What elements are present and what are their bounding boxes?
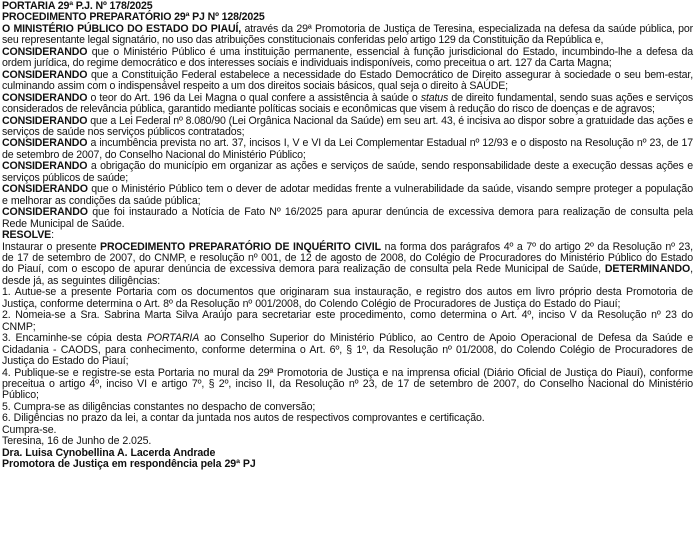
considerando-label: CONSIDERANDO (2, 45, 88, 58)
considerando-label: CONSIDERANDO (2, 91, 88, 104)
institution-name: O MINISTÉRIO PÚBLICO DO ESTADO DO PIAUÍ, (2, 22, 242, 35)
considerando-label: CONSIDERANDO (2, 160, 88, 173)
signatory-role: Promotora de Justiça em respondência pela 29ª PJ (2, 458, 256, 471)
considerando-text: que o Ministério Público é uma instituição permanente, essencial à função jurisdicional do Estado, incumbindo-lhe a defesa da ordem jurídica, do regime democrático e dos interesses sociais e individuais indisponíveis, como preceitua o art. 127 da Carta Magna; (2, 45, 693, 70)
considerando-paragraph (2, 207, 693, 230)
considerando-label: CONSIDERANDO (2, 114, 88, 127)
item3-before: 3. Encaminhe-se cópia desta (2, 332, 147, 345)
procedure-title: PROCEDIMENTO PREPARATÓRIO DE INQUÉRITO CIVIL (99, 240, 382, 253)
diligencia-item: 1. Autue-se a presente Portaria com os documentos que originaram sua instauração, e registro dos autos em livro próprio desta Promotoria de Justiça, conforme determina o Art. 8º da Resolução nº 001/2008, do Colendo Colégio de Procuradores de Justiça do Estado do Piauí; (2, 286, 693, 310)
considerando-paragraph (2, 116, 693, 139)
item3-after: ao Conselho Superior do Ministério Público, ao Centro de Apoio Operacional de Defesa da Saúde e Cidadania - CAODS, para conhecimento, conforme determina o Art. 6º, § 1º, da Resolução nº 01/2008, do Colendo Colégio de Procuradores de Justiça do Estado do Piauí; (2, 332, 693, 368)
considerando-label: CONSIDERANDO (2, 206, 88, 219)
diligencia-item: 6. Diligências no prazo da lei, a contar da juntada nos autos de respectivos comprovantes e certificação. (2, 412, 485, 425)
intro-paragraph (2, 24, 693, 47)
considerando-text: que o Ministério Público tem o dever de adotar medidas frente a vulnerabilidade da saúde, visando sempre proteger a população e melhorar as condições da saúde pública; (2, 183, 693, 207)
cumpra-se: Cumpra-se. (2, 423, 57, 436)
considerando-paragraph (2, 184, 693, 207)
considerando-paragraph (2, 70, 693, 93)
intro-text: através da 29ª Promotoria de Justiça de Teresina, especializada na defesa da saúde pública, por seu representante legal signatário, no uso das atribuições constitucionais conferidas pelo artigo 129 da Constituição da República e, (2, 22, 693, 47)
considerando-text: que a Constituição Federal estabelece a necessidade do Estado Democrático de Direito assegurar à sociedade o seu bem-estar, culminando assim com o indispensável respeito a um dos direitos sociais básicos, qual seja o direito à SAÚDE; (2, 68, 693, 93)
procedimento-number: PROCEDIMENTO PREPARATÓRIO 29ª PJ Nº 128/2025 (2, 11, 265, 24)
second-section (2, 184, 693, 470)
considerando-label: CONSIDERANDO (2, 183, 88, 196)
portaria-italic: PORTARIA (146, 332, 200, 345)
resolve-label: RESOLVE (2, 229, 52, 242)
diligencia-item: 4. Publique-se e registre-se esta Portaria no mural da 29ª Promotoria de Justiça e na imprensa oficial (Diário Oficial de Justiça do Piauí), conforme preceitua o artigo 4º, inciso VI e artigo 7º, § 2º, inciso II, da Resolução nº 23, de 17 de setembro de 2007, do Conselho Nacional do Ministério Público; (2, 366, 693, 402)
considerando-text: que foi instaurado a Notícia de Fato Nº 16/2025 para apurar denúncia de excessiva demora para realização de consulta pela Rede Municipal de Saúde. (2, 206, 693, 230)
considerando-text: que a Lei Federal nº 8.080/90 (Lei Orgânica Nacional da Saúde) em seu art. 43, é incisiva ao dispor sobre a gratuidade das ações e serviços de saúde nos serviços públicos contratados; (2, 114, 693, 138)
signatory-name: Dra. Luisa Cynobellina A. Lacerda Andrade (2, 446, 216, 459)
considerando-paragraph (2, 138, 693, 161)
resolve-text-before: Instaurar o presente (2, 240, 100, 253)
resolve-text-after: na forma dos parágrafos 4º a 7º do artigo 2º da Resolução nº 23, de 17 de setembro de 2007, do CNMP, e resolução nº 001, de 12 de agosto de 2008, do Colégio de Procuradores do Ministério Público do Estado do Piauí, com o escopo de apurar denúncia de excessiva demora para realização de consulta pela Rede Municipal de Saúde, (2, 240, 693, 276)
status-italic: status (420, 91, 449, 104)
diligencia-item (2, 333, 693, 367)
considerando-text: o teor do Art. 196 da Lei Magna o qual confere a assistência à saúde o (87, 91, 421, 104)
considerando-text-after: de direito fundamental, sendo suas ações e serviços considerados de relevância pública, garantido mediante políticas sociais e econômicas que visem à redução do risco de doenças e de agravos; (2, 91, 694, 116)
considerando-text: a obrigação do município em organizar as ações e serviços de saúde, sendo responsabilidade deste a execução dessas ações e serviços públicos de saúde; (2, 160, 693, 184)
portaria-number: PORTARIA 29ª P.J. Nº 178/2025 (2, 0, 153, 12)
determinando-label: DETERMINANDO (604, 263, 691, 276)
diligencia-item: 2. Nomeia-se a Sra. Sabrina Marta Silva Araújo para secretariar este procedimento, como determina o Art. 4º, inciso V da Resolução nº 23 do CNMP; (2, 309, 693, 333)
considerando-label: CONSIDERANDO (2, 137, 88, 150)
considerando-paragraph (2, 47, 693, 70)
considerando-label: CONSIDERANDO (2, 68, 88, 81)
considerando-paragraph (2, 93, 693, 116)
resolve-colon: : (51, 229, 54, 242)
considerando-paragraph (2, 161, 693, 184)
resolve-text-end: , desde já, as seguintes diligências: (2, 263, 693, 287)
resolve-paragraph (2, 242, 693, 288)
date-line: Teresina, 16 de Junho de 2.025. (2, 435, 152, 448)
considerando-text: a incumbência prevista no art. 37, incisos I, V e VI da Lei Complementar Estadual nº 12/93 e o disposto na Resolução nº 23, de 17 de setembro de 2007, do Conselho Nacional do Ministério Público; (2, 137, 693, 161)
diligencia-item: 5. Cumpra-se as diligências constantes no despacho de conversão; (2, 400, 316, 413)
